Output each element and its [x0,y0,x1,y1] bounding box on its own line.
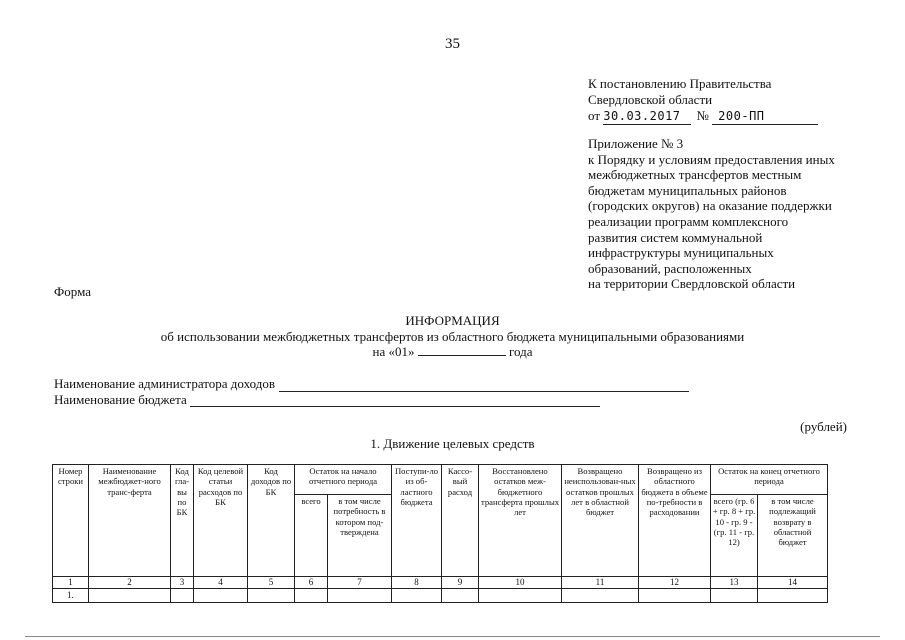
decree-number-field [712,108,818,125]
header-received: Поступи-ло из об-ластного бюджета [392,465,442,577]
form-label: Форма [54,284,91,299]
appendix-line: образований, расположенных [588,260,752,276]
units-label: (рублей) [800,419,847,434]
page-bottom-divider [25,636,880,637]
column-number: 4 [194,577,248,589]
appendix-line: межбюджетных трансфертов местным [588,167,802,183]
table-cell[interactable] [171,589,194,603]
title-date-suffix: года [508,344,533,359]
title-date-blank[interactable] [418,355,506,356]
table-row [53,589,828,603]
table-cell[interactable] [248,589,295,603]
form-fields [54,376,689,407]
table-cell[interactable] [711,589,758,603]
column-number: 6 [295,577,328,589]
column-number: 11 [562,577,639,589]
table-header-row [53,465,828,495]
title-heading: ИНФОРМАЦИЯ [405,313,500,328]
header-closing-to-return: в том числе подлежащий возврату в областной бюджет [758,495,828,577]
appendix-line: к Порядку и условиям предоставления иных [588,151,835,167]
decree-line-2: Свердловской области [588,92,713,107]
table-cell[interactable] [479,589,562,603]
decree-number-prefix: № [696,108,709,123]
header-returned-from-budget: Возвращено из областного бюджета в объеме по-требности в расходовании [639,465,711,577]
title-subtitle: об использовании межбюджетных трансфертов из областного бюджета муниципальными образованиями [160,328,745,344]
header-closing-balance: Остаток на конец отчетного периода [711,465,828,495]
budget-label: Наименование бюджета [54,391,187,407]
document-title [0,313,905,360]
decree-line-1: К постановлению Правительства [588,76,772,91]
column-number: 9 [442,577,479,589]
column-number: 7 [328,577,392,589]
appendix-line: инфраструктуры муниципальных [588,245,774,261]
table-cell[interactable] [392,589,442,603]
table-cell[interactable] [442,589,479,603]
header-target-article-code: Код целевой статьи расходов по БК [194,465,248,577]
header-cash-expense: Кассо-вый расход [442,465,479,577]
table-cell[interactable] [295,589,328,603]
column-number: 13 [711,577,758,589]
column-number: 2 [89,577,171,589]
header-closing-total: всего (гр. 6 + гр. 8 + гр. 10 - гр. 9 - (гр. 11 - гр. 12) [711,495,758,577]
appendix-line: бюджетам муниципальных районов [588,182,787,198]
table-cell[interactable] [639,589,711,603]
budget-field-row [54,392,689,408]
header-returned-unused: Возвращено неиспользован-ных остатков прошлых лет в областной бюджет [562,465,639,577]
table-cell[interactable] [194,589,248,603]
appendix-line: развития систем коммунальной [588,229,763,245]
target-funds-table [52,464,828,603]
header-opening-confirmed: в том числе потребность в котором под-тверждена [328,495,392,577]
table-cell[interactable] [328,589,392,603]
decree-date-field [603,108,691,125]
appendix-line: реализации программ комплексного [588,213,789,229]
column-number: 14 [758,577,828,589]
decree-date-prefix: от [588,108,601,123]
column-number: 12 [639,577,711,589]
table-cell[interactable] [758,589,828,603]
appendix-title: Приложение № 3 [588,136,684,151]
column-number: 10 [479,577,562,589]
section-title: 1. Движение целевых средств [370,436,535,451]
header-transfer-name: Наименование межбюджет-ного транс-ферта [89,465,171,577]
column-number: 5 [248,577,295,589]
column-numbers-row [53,577,828,589]
column-number: 8 [392,577,442,589]
budget-input-line[interactable] [190,395,600,407]
appendix-block [588,136,878,292]
title-date-prefix: на «01» [372,344,415,359]
table-cell[interactable] [89,589,171,603]
title-date-line [0,344,905,360]
decree-reference [588,76,818,125]
header-row-number: Номер строки [53,465,89,577]
table-cell[interactable] [562,589,639,603]
header-restored-balances: Восстановлено остатков меж-бюджетного трансферта прошлых лет [479,465,562,577]
page-number: 35 [445,36,460,52]
admin-input-line[interactable] [279,380,689,392]
appendix-line: (городских округов) на оказание поддержки [588,198,832,214]
column-number: 1 [53,577,89,589]
header-chapter-code: Код гла-вы по БК [171,465,194,577]
admin-field-row [54,376,689,392]
decree-date-line [588,108,818,125]
appendix-line: на территории Свердловской области [588,276,796,292]
row-number-cell: 1. [53,589,89,603]
header-income-code: Код доходов по БК [248,465,295,577]
admin-label: Наименование администратора доходов [54,376,275,391]
decree-number-value: 200-ПП [718,109,765,123]
column-number: 3 [171,577,194,589]
header-opening-total: всего [295,495,328,577]
decree-date-value: 30.03.2017 [603,109,681,123]
header-opening-balance: Остаток на начало отчетного периода [295,465,392,495]
